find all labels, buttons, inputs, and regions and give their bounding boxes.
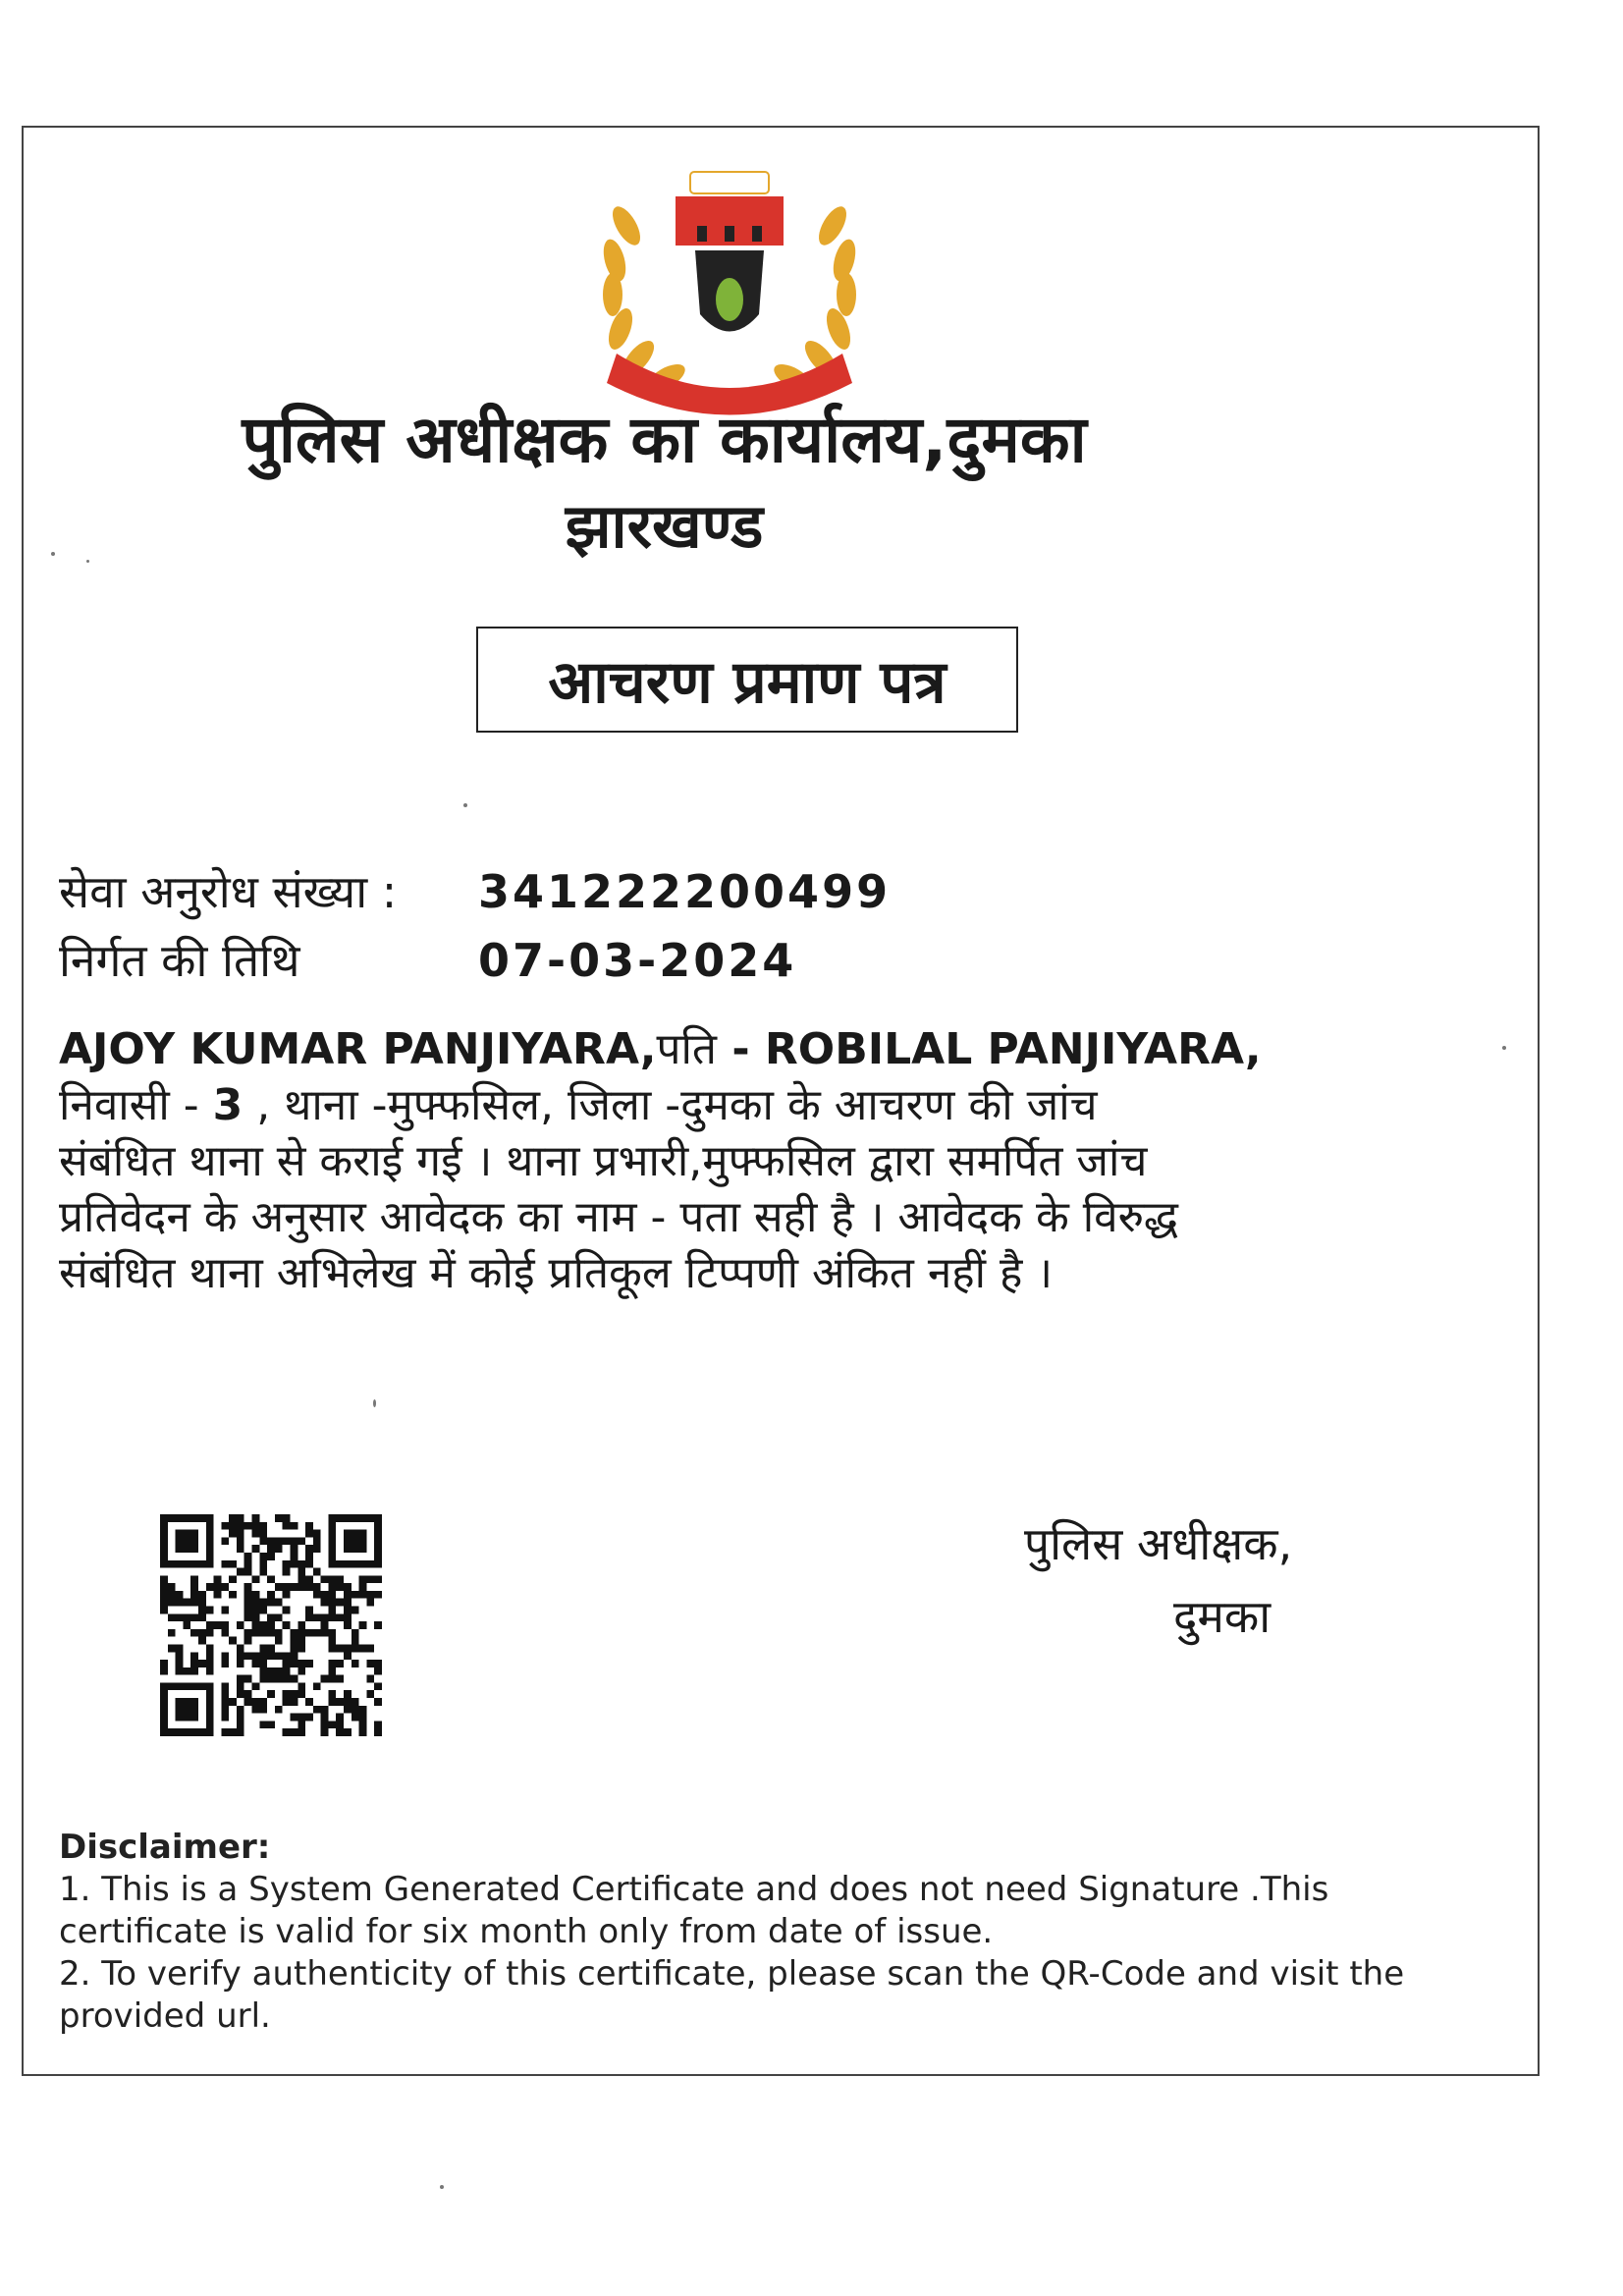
disclaimer-point-2: 2. To verify authenticity of this certificate, please scan the QR-Code and visit the provided url. bbox=[59, 1954, 1405, 2036]
scan-speck bbox=[440, 2185, 444, 2189]
signatory-place: दुमका bbox=[1173, 1590, 1271, 1643]
request-number-row bbox=[59, 860, 891, 921]
issue-date-value: 07-03-2024 bbox=[478, 934, 797, 987]
disclaimer-point-1: 1. This is a System Generated Certificate and does not need Signature .This certificate is valid for six month only from date of issue. bbox=[59, 1870, 1329, 1951]
certificate-body bbox=[59, 1021, 1473, 1301]
request-number-label: सेवा अनुरोध संख्या : bbox=[59, 865, 398, 918]
body-line-2 bbox=[59, 1077, 1473, 1133]
body-line-3: संबंधित थाना से कराई गई । थाना प्रभारी,मुफ्फसिल द्वारा समर्पित जांच bbox=[59, 1136, 1148, 1186]
emblem-motto-plate bbox=[690, 172, 769, 193]
relation-dash: - bbox=[717, 1024, 765, 1074]
verification-qr-code[interactable] bbox=[159, 1514, 383, 1736]
scan-speck bbox=[373, 1399, 376, 1407]
request-number-value: 341222200499 bbox=[478, 865, 892, 918]
issue-date-row bbox=[59, 929, 796, 990]
scan-speck bbox=[51, 552, 55, 556]
body-line-1 bbox=[59, 1021, 1473, 1077]
jharkhand-police-emblem bbox=[587, 167, 872, 417]
issue-date-label: निर्गत की तिथि bbox=[59, 934, 300, 987]
emblem-leaf bbox=[716, 278, 743, 321]
disclaimer-heading: Disclaimer: bbox=[59, 1828, 271, 1867]
certificate-title: आचरण प्रमाण पत्र bbox=[476, 627, 1018, 733]
scan-speck bbox=[1502, 1046, 1506, 1050]
disclaimer-block bbox=[59, 1827, 1473, 2038]
body-line-5: संबंधित थाना अभिलेख में कोई प्रतिकूल टिप्पणी अंकित नहीं है । bbox=[59, 1248, 1054, 1298]
residence-number: 3 bbox=[212, 1080, 243, 1130]
signatory-title: पुलिस अधीक्षक, bbox=[1024, 1517, 1293, 1570]
state-title: झारखण्ड bbox=[565, 490, 764, 562]
relation-label: पति bbox=[656, 1024, 717, 1074]
residence-prefix: निवासी - bbox=[59, 1080, 213, 1130]
residence-suffix: , थाना -मुफ्फसिल, जिला -दुमका के आचरण की जांच bbox=[243, 1080, 1098, 1130]
scan-speck bbox=[86, 560, 89, 563]
relative-name: ROBILAL PANJIYARA, bbox=[764, 1024, 1262, 1074]
office-title: पुलिस अधीक्षक का कार्यालय,दुमका bbox=[242, 402, 1087, 477]
applicant-name: AJOY KUMAR PANJIYARA, bbox=[59, 1024, 657, 1074]
scan-speck bbox=[463, 803, 467, 807]
body-line-4: प्रतिवेदन के अनुसार आवेदक का नाम - पता सही है । आवेदक के विरुद्ध bbox=[59, 1192, 1179, 1242]
